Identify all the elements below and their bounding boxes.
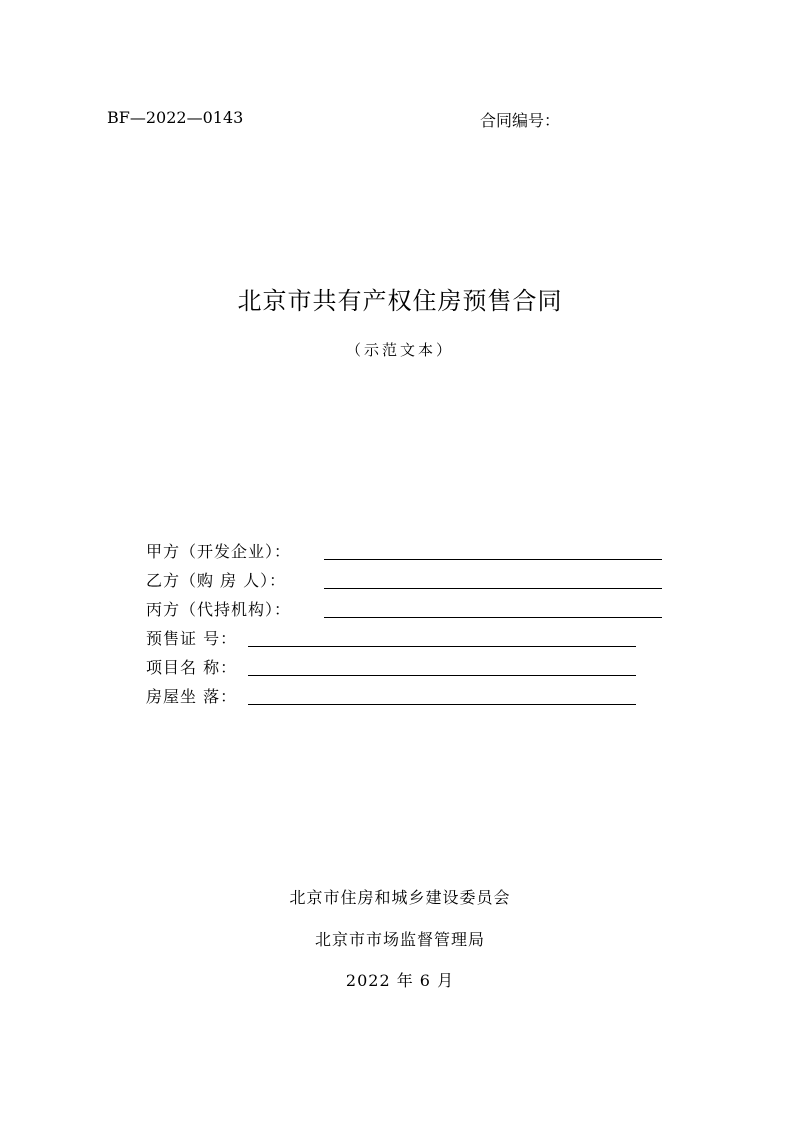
- field-project-name-label: 项目名 称：: [146, 658, 238, 677]
- document-subtitle: （示范文本）: [345, 341, 454, 359]
- field-presale-permit-label: 预售证 号：: [146, 629, 238, 648]
- field-presale-permit-blank[interactable]: [248, 646, 636, 647]
- field-party-c-label: 丙方（代持机构）：: [146, 600, 292, 619]
- footer-org-housing: 北京市住房和城乡建设委员会: [289, 888, 511, 907]
- field-project-name: [146, 655, 237, 679]
- document-title: 北京市共有产权住房预售合同: [237, 287, 563, 315]
- field-property-location: [146, 684, 237, 708]
- field-party-a-label: 甲方（开发企业）：: [146, 542, 292, 561]
- field-presale-permit: [146, 626, 237, 650]
- field-party-b-label: 乙方（购 房 人）：: [146, 571, 287, 590]
- field-party-b-blank[interactable]: [324, 588, 662, 589]
- field-property-location-blank[interactable]: [248, 704, 636, 705]
- field-property-location-label: 房屋坐 落：: [146, 687, 238, 706]
- field-party-a: [146, 539, 291, 563]
- field-party-a-blank[interactable]: [324, 559, 662, 560]
- field-party-c: [146, 597, 291, 621]
- field-party-b: [146, 568, 286, 592]
- field-party-c-blank[interactable]: [324, 617, 662, 618]
- field-project-name-blank[interactable]: [248, 675, 636, 676]
- contract-number-label: 合同编号：: [480, 111, 561, 130]
- footer-org-market: 北京市市场监督管理局: [314, 930, 485, 949]
- footer-date: 2022 年 6 月: [345, 971, 455, 990]
- document-code: BF—2022—0143: [107, 108, 244, 127]
